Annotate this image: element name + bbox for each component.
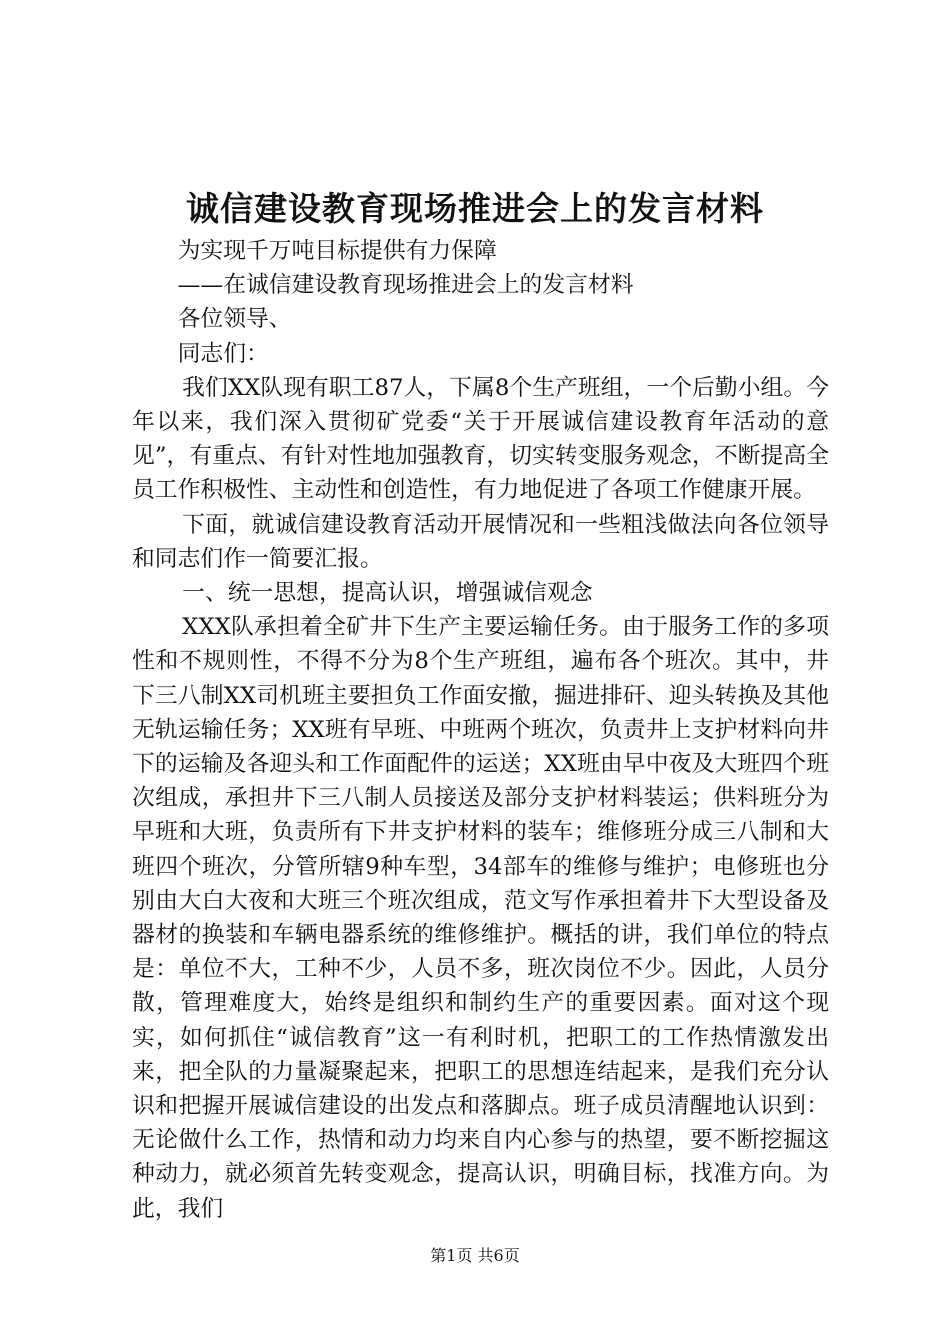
page-footer: 第1页 共6页 xyxy=(430,1246,520,1265)
document-title: 诚信建设教育现场推进会上的发言材料 xyxy=(186,189,764,228)
paragraph-report: 下面，就诚信建设教育活动开展情况和一些粗浅做法向各位领导和同志们作一简要汇报。 xyxy=(132,511,829,572)
document-body xyxy=(132,234,829,1226)
section-heading-1: 一、统一思想，提高认识，增强诚信观念 xyxy=(182,580,593,607)
salutation-leaders: 各位领导、 xyxy=(177,306,292,333)
subtitle: 为实现千万吨目标提供有力保障 xyxy=(177,238,497,264)
salutation-comrades: 同志们： xyxy=(177,340,269,367)
paragraph-intro: 我们XX队现有职工87人，下属8个生产班组，一个后勤小组。今年以来，我们深入贯彻矿党委“关于开展诚信建设教育年活动的意见”，有重点、有针对性地加强教育，切实转变服务观念，不断提高全员工作积极性、主动性和创造性，有力地促进了各项工作健康开展。 xyxy=(132,374,829,504)
paragraph-section-1: XXX队承担着全矿井下生产主要运输任务。由于服务工作的多项性和不规则性，不得不分为8个生产班组，遍布各个班次。其中，井下三八制XX司机班主要担负工作面安撤，掘进排矸、迎头转换及其他无轨运输任务；XX班有早班、中班两个班次，负责井上支护材料向井下的运输及各迎头和工作面配件的运送；XX班由早中夜及大班四个班次组成，承担井下三八制人员接送及部分支护材料装运；供料班分为早班和大班，负责所有下井支护材料的装车；维修班分成三八制和大班四个班次，分管所辖9种车型，34部车的维修与维护；电修班也分别由大白大夜和大班三个班次组成，范文写作承担着井下大型设备及器材的换装和车辆电器系统的维修维护。概括的讲，我们单位的特点是：单位不大，工种不少，人员不多，班次岗位不少。因此，人员分散，管理难度大，始终是组织和制约生产的重要因素。面对这个现实，如何抓住“诚信教育”这一有利时机，把职工的工作热情激发出来，把全队的力量凝聚起来，把职工的思想连结起来，是我们充分认识和把握开展诚信建设的出发点和落脚点。班子成员清醒地认识到：无论做什么工作，热情和动力均来自内心参与的热望，要不断挖掘这种动力，就必须首先转变观念，提高认识，明确目标，找准方向。为此，我们 xyxy=(132,614,829,1222)
sub-subtitle: ——在诚信建设教育现场推进会上的发言材料 xyxy=(177,272,634,299)
